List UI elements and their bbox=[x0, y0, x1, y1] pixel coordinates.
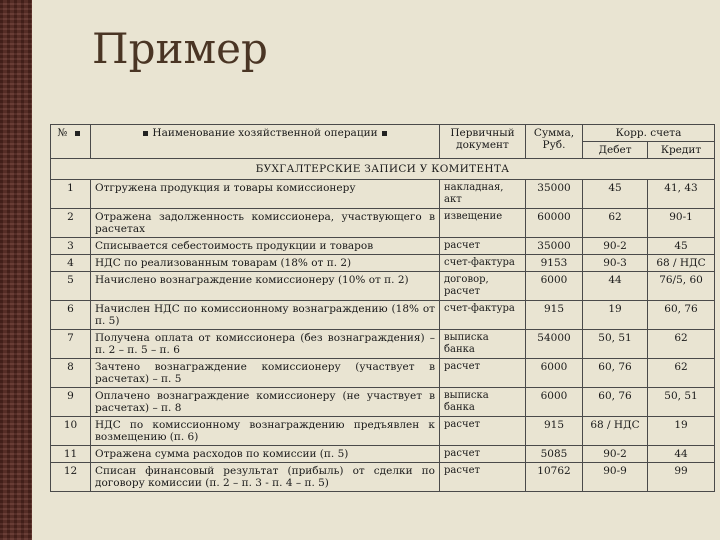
amount-cell: 60000 bbox=[526, 209, 583, 238]
header-document: Первичный документ bbox=[440, 125, 526, 159]
debit-cell: 19 bbox=[583, 301, 648, 330]
header-operation: Наименование хозяйственной операции bbox=[91, 125, 440, 159]
operation-cell: Оплачено вознаграждение комиссионеру (не участвует в расчетах) – п. 8 bbox=[91, 388, 440, 417]
document-cell: расчет bbox=[440, 417, 526, 446]
debit-cell: 90-2 bbox=[583, 238, 648, 255]
table-row bbox=[51, 446, 715, 463]
document-cell: выписка банка bbox=[440, 388, 526, 417]
row-number: 12 bbox=[51, 463, 91, 492]
credit-cell: 62 bbox=[648, 330, 715, 359]
amount-cell: 10762 bbox=[526, 463, 583, 492]
header-amount: Сумма, Руб. bbox=[526, 125, 583, 159]
operation-cell: НДС по комиссионному вознаграждению предъявлен к возмещению (п. 6) bbox=[91, 417, 440, 446]
row-number: 3 bbox=[51, 238, 91, 255]
credit-cell: 68 / НДС bbox=[648, 255, 715, 272]
operation-cell: Начислен НДС по комиссионному вознаграждению (18% от п. 5) bbox=[91, 301, 440, 330]
row-number: 9 bbox=[51, 388, 91, 417]
credit-cell: 45 bbox=[648, 238, 715, 255]
operation-cell: Списывается себестоимость продукции и товаров bbox=[91, 238, 440, 255]
amount-cell: 35000 bbox=[526, 238, 583, 255]
operation-cell: Отражена сумма расходов по комиссии (п. 5) bbox=[91, 446, 440, 463]
amount-cell: 915 bbox=[526, 417, 583, 446]
credit-cell: 76/5, 60 bbox=[648, 272, 715, 301]
debit-cell: 60, 76 bbox=[583, 359, 648, 388]
amount-cell: 915 bbox=[526, 301, 583, 330]
credit-cell: 99 bbox=[648, 463, 715, 492]
credit-cell: 90-1 bbox=[648, 209, 715, 238]
row-number: 11 bbox=[51, 446, 91, 463]
operation-cell: Списан финансовый результат (прибыль) от сделки по договору комиссии (п. 2 – п. 3 - п. 4 – п. 5) bbox=[91, 463, 440, 492]
debit-cell: 44 bbox=[583, 272, 648, 301]
document-cell: договор, расчет bbox=[440, 272, 526, 301]
debit-cell: 68 / НДС bbox=[583, 417, 648, 446]
header-accounts: Корр. счета bbox=[583, 125, 715, 142]
table-row bbox=[51, 180, 715, 209]
table-row bbox=[51, 388, 715, 417]
credit-cell: 50, 51 bbox=[648, 388, 715, 417]
operation-cell: Получена оплата от комиссионера (без вознаграждения) – п. 2 – п. 5 – п. 6 bbox=[91, 330, 440, 359]
table-row bbox=[51, 255, 715, 272]
debit-cell: 50, 51 bbox=[583, 330, 648, 359]
debit-cell: 90-9 bbox=[583, 463, 648, 492]
debit-cell: 60, 76 bbox=[583, 388, 648, 417]
header-num: № bbox=[51, 125, 91, 159]
table-row bbox=[51, 272, 715, 301]
row-number: 7 bbox=[51, 330, 91, 359]
table-row bbox=[51, 238, 715, 255]
document-cell: счет-фактура bbox=[440, 255, 526, 272]
credit-cell: 62 bbox=[648, 359, 715, 388]
row-number: 5 bbox=[51, 272, 91, 301]
document-cell: накладная, акт bbox=[440, 180, 526, 209]
row-number: 6 bbox=[51, 301, 91, 330]
table-row bbox=[51, 463, 715, 492]
operation-cell: Отражена задолженность комиссионера, участвующего в расчетах bbox=[91, 209, 440, 238]
table-row bbox=[51, 417, 715, 446]
row-number: 4 bbox=[51, 255, 91, 272]
accounting-entries-table bbox=[50, 124, 715, 492]
amount-cell: 6000 bbox=[526, 359, 583, 388]
amount-cell: 9153 bbox=[526, 255, 583, 272]
decorative-side-band bbox=[0, 0, 32, 540]
credit-cell: 41, 43 bbox=[648, 180, 715, 209]
document-cell: расчет bbox=[440, 359, 526, 388]
debit-cell: 45 bbox=[583, 180, 648, 209]
table-row bbox=[51, 209, 715, 238]
row-number: 10 bbox=[51, 417, 91, 446]
table-row bbox=[51, 330, 715, 359]
operation-cell: Отгружена продукция и товары комиссионеру bbox=[91, 180, 440, 209]
operation-cell: НДС по реализованным товарам (18% от п. 2) bbox=[91, 255, 440, 272]
document-cell: расчет bbox=[440, 238, 526, 255]
table-row bbox=[51, 301, 715, 330]
amount-cell: 35000 bbox=[526, 180, 583, 209]
header-debit: Дебет bbox=[583, 142, 648, 159]
operation-cell: Зачтено вознаграждение комиссионеру (участвует в расчетах) – п. 5 bbox=[91, 359, 440, 388]
slide-title: Пример bbox=[92, 24, 268, 73]
amount-cell: 6000 bbox=[526, 388, 583, 417]
credit-cell: 44 bbox=[648, 446, 715, 463]
document-cell: извещение bbox=[440, 209, 526, 238]
document-cell: расчет bbox=[440, 463, 526, 492]
table-row bbox=[51, 359, 715, 388]
document-cell: выписка банка bbox=[440, 330, 526, 359]
amount-cell: 5085 bbox=[526, 446, 583, 463]
amount-cell: 6000 bbox=[526, 272, 583, 301]
bullet-icon bbox=[143, 131, 148, 136]
debit-cell: 90-2 bbox=[583, 446, 648, 463]
section-title: БУХГАЛТЕРСКИЕ ЗАПИСИ У КОМИТЕНТА bbox=[51, 159, 715, 180]
row-number: 8 bbox=[51, 359, 91, 388]
operation-cell: Начислено вознаграждение комиссионеру (10% от п. 2) bbox=[91, 272, 440, 301]
bullet-icon bbox=[382, 131, 387, 136]
row-number: 2 bbox=[51, 209, 91, 238]
row-number: 1 bbox=[51, 180, 91, 209]
credit-cell: 19 bbox=[648, 417, 715, 446]
document-cell: расчет bbox=[440, 446, 526, 463]
bullet-icon bbox=[75, 131, 80, 136]
amount-cell: 54000 bbox=[526, 330, 583, 359]
document-cell: счет-фактура bbox=[440, 301, 526, 330]
debit-cell: 90-3 bbox=[583, 255, 648, 272]
credit-cell: 60, 76 bbox=[648, 301, 715, 330]
debit-cell: 62 bbox=[583, 209, 648, 238]
header-credit: Кредит bbox=[648, 142, 715, 159]
